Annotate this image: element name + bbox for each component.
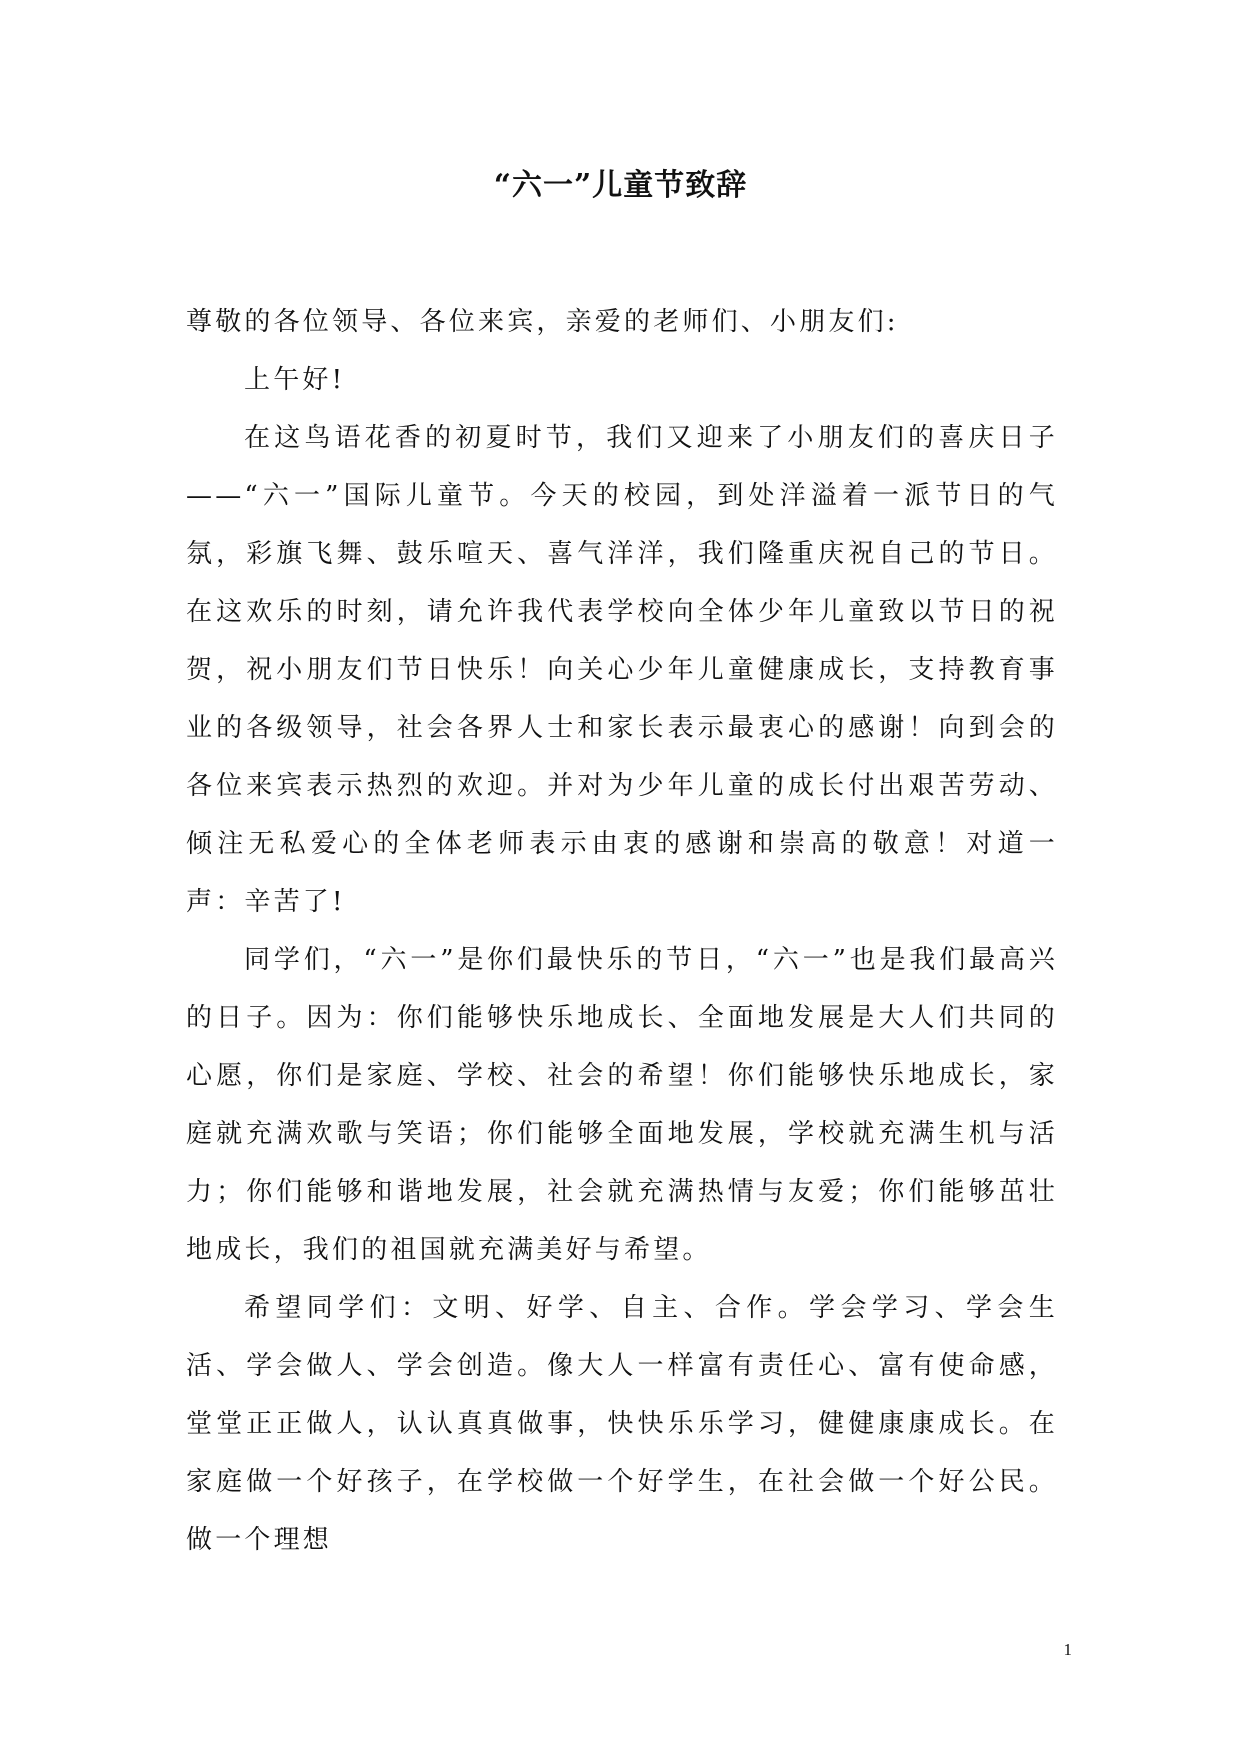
document-title: “六一”儿童节致辞: [493, 168, 748, 203]
greeting-line: 上午好!: [244, 365, 346, 395]
body-paragraph: 希望同学们：文明、好学、自主、合作。学会学习、学会生活、学会做人、学会创造。像大人一样富有责任心、富有使命感，堂堂正正做人，认认真真做事，快快乐乐学习，健健康康成长。在家庭做一个好孩子，在学校做一个好学生，在社会做一个好公民。做一个理想: [186, 1293, 1058, 1555]
page-number: 1: [1063, 1640, 1072, 1659]
document-body: [186, 293, 1058, 1569]
salutation-line: 尊敬的各位领导、各位来宾，亲爱的老师们、小朋友们:: [186, 307, 899, 337]
body-paragraph: 在这鸟语花香的初夏时节，我们又迎来了小朋友们的喜庆日子——“六一”国际儿童节。今天的校园，到处洋溢着一派节日的气氛，彩旗飞舞、鼓乐喧天、喜气洋洋，我们隆重庆祝自己的节日。在这欢乐的时刻，请允许我代表学校向全体少年儿童致以节日的祝贺，祝小朋友们节日快乐！向关心少年儿童健康成长，支持教育事业的各级领导，社会各界人士和家长表示最衷心的感谢！向到会的各位来宾表示热烈的欢迎。并对为少年儿童的成长付出艰苦劳动、倾注无私爱心的全体老师表示由衷的感谢和崇高的敬意！对道一声：辛苦了!: [186, 423, 1058, 917]
body-paragraph: 同学们，“六一”是你们最快乐的节日，“六一”也是我们最高兴的日子。因为：你们能够快乐地成长、全面地发展是大人们共同的心愿，你们是家庭、学校、社会的希望！你们能够快乐地成长，家庭就充满欢歌与笑语；你们能够全面地发展，学校就充满生机与活力；你们能够和谐地发展，社会就充满热情与友爱；你们能够茁壮地成长，我们的祖国就充满美好与希望。: [186, 945, 1058, 1265]
